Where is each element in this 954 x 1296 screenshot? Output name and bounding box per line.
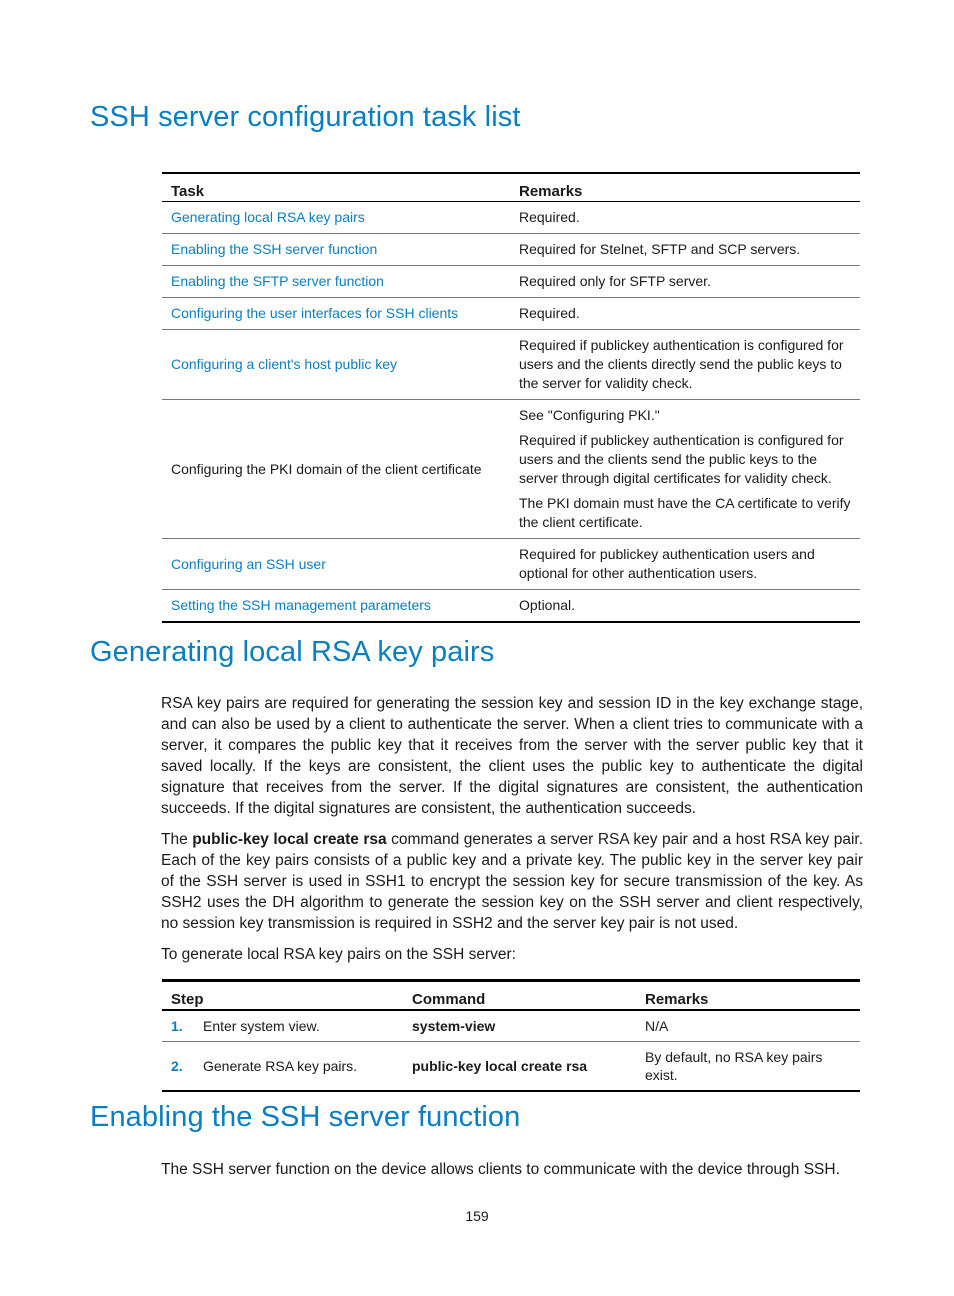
rsa-paragraph-3: To generate local RSA key pairs on the SSH server: <box>161 946 516 963</box>
task-table <box>162 172 860 623</box>
remarks-text: See "Configuring PKI." <box>519 407 660 423</box>
task-text-pki-domain: Configuring the PKI domain of the client certificate <box>171 460 482 477</box>
step-number: 1. <box>171 1018 183 1034</box>
table-row <box>162 202 860 234</box>
remarks-text: Required if publickey authentication is configured for users and the clients send the public keys to the server through digital certificates for validity check. <box>519 432 844 486</box>
table-row <box>162 539 860 590</box>
task-link-enabling-sftp[interactable]: Enabling the SFTP server function <box>171 273 384 289</box>
header-remarks: Remarks <box>636 981 860 1011</box>
remarks-cell: N/A <box>645 1018 669 1034</box>
task-cell <box>162 298 510 330</box>
remarks-cell <box>510 539 860 590</box>
step-cell <box>162 1010 403 1042</box>
task-cell <box>162 539 510 590</box>
section-title-task-list: SSH server configuration task list <box>90 101 521 133</box>
task-link-user-interfaces[interactable]: Configuring the user interfaces for SSH clients <box>171 305 459 321</box>
command-inline: public-key local create rsa <box>192 831 387 848</box>
task-cell <box>162 202 510 234</box>
task-link-ssh-user[interactable]: Configuring an SSH user <box>171 555 326 572</box>
task-link-host-public-key[interactable]: Configuring a client's host public key <box>171 356 398 372</box>
task-link-enabling-ssh[interactable]: Enabling the SSH server function <box>171 241 378 257</box>
page-number: 159 <box>465 1208 489 1224</box>
remarks-cell <box>510 202 860 234</box>
table-row <box>162 298 860 330</box>
remarks-cell: By default, no RSA key pairs exist. <box>636 1042 860 1092</box>
command-cell: public-key local create rsa <box>403 1042 636 1092</box>
remarks-text: Required. <box>519 209 580 225</box>
step-text: Enter system view. <box>203 1018 320 1034</box>
table-row <box>162 590 860 623</box>
enable-paragraph-1: The SSH server function on the device allows clients to communicate with the device through SSH. <box>161 1161 840 1178</box>
step-table-header <box>162 981 860 1011</box>
header-remarks: Remarks <box>510 173 860 202</box>
table-row <box>162 400 860 539</box>
step-cell <box>162 1042 403 1092</box>
command-cell: system-view <box>412 1018 496 1034</box>
task-cell <box>162 330 510 400</box>
remarks-text: Required. <box>519 305 580 321</box>
task-cell <box>162 400 510 539</box>
task-table-header <box>162 173 860 202</box>
remarks-text: Required for Stelnet, SFTP and SCP servers. <box>519 241 801 257</box>
remarks-text: Required for publickey authentication users and optional for other authentication users. <box>519 546 815 581</box>
remarks-cell <box>510 330 860 400</box>
remarks-cell <box>510 590 860 623</box>
remarks-text: Required only for SFTP server. <box>519 273 711 289</box>
rsa-paragraph-2 <box>161 829 863 934</box>
remarks-cell <box>510 234 860 266</box>
table-row <box>162 234 860 266</box>
section-title-rsa: Generating local RSA key pairs <box>90 636 495 668</box>
p2-rest: command generates a server RSA key pair and a host RSA key pair. Each of the key pairs consists of a public key and a private key. The public key in the server key pair of the SSH server is used in SSH1 to encrypt the session key for secure transmission of the key. As SSH2 uses the DH algorithm to generate the session key on the SSH server and client respectively, no session key transmission is required in SSH2 and the server key pair is not used. <box>161 831 864 932</box>
remarks-text: Optional. <box>519 597 576 613</box>
task-cell <box>162 266 510 298</box>
table-row <box>162 1042 860 1092</box>
p2-lead: The <box>161 831 193 848</box>
task-cell <box>162 234 510 266</box>
table-row <box>162 1010 860 1042</box>
step-number: 2. <box>171 1058 183 1074</box>
step-table <box>162 979 860 1092</box>
task-cell <box>162 590 510 623</box>
table-row <box>162 330 860 400</box>
rsa-paragraph-1: RSA key pairs are required for generating the session key and session ID in the key exchange stage, and can also be used by a client to authenticate the server. When a client tries to communicate with a server, it compares the public key that it receives from the server with the server public key that it saved locally. If the keys are consistent, the client uses the public key to authenticate the digital signature that receives from the server. If the digital signatures are consistent, the authentication succeeds. If the digital signatures are consistent, the authentication succeeds. <box>161 695 863 817</box>
remarks-text: Required if publickey authentication is configured for users and the clients directly send the public keys to the server for validity check. <box>519 337 844 391</box>
header-step: Step <box>162 981 403 1011</box>
remarks-cell <box>510 400 860 539</box>
remarks-text: The PKI domain must have the CA certificate to verify the client certificate. <box>519 495 851 530</box>
header-command: Command <box>403 981 636 1011</box>
table-row <box>162 266 860 298</box>
section-title-enable-ssh: Enabling the SSH server function <box>90 1101 521 1133</box>
step-text: Generate RSA key pairs. <box>203 1058 358 1074</box>
task-link-management-parameters[interactable]: Setting the SSH management parameters <box>171 597 431 613</box>
remarks-cell <box>510 266 860 298</box>
remarks-cell <box>510 298 860 330</box>
header-task: Task <box>162 173 510 202</box>
task-link-generating-rsa[interactable]: Generating local RSA key pairs <box>171 209 365 225</box>
